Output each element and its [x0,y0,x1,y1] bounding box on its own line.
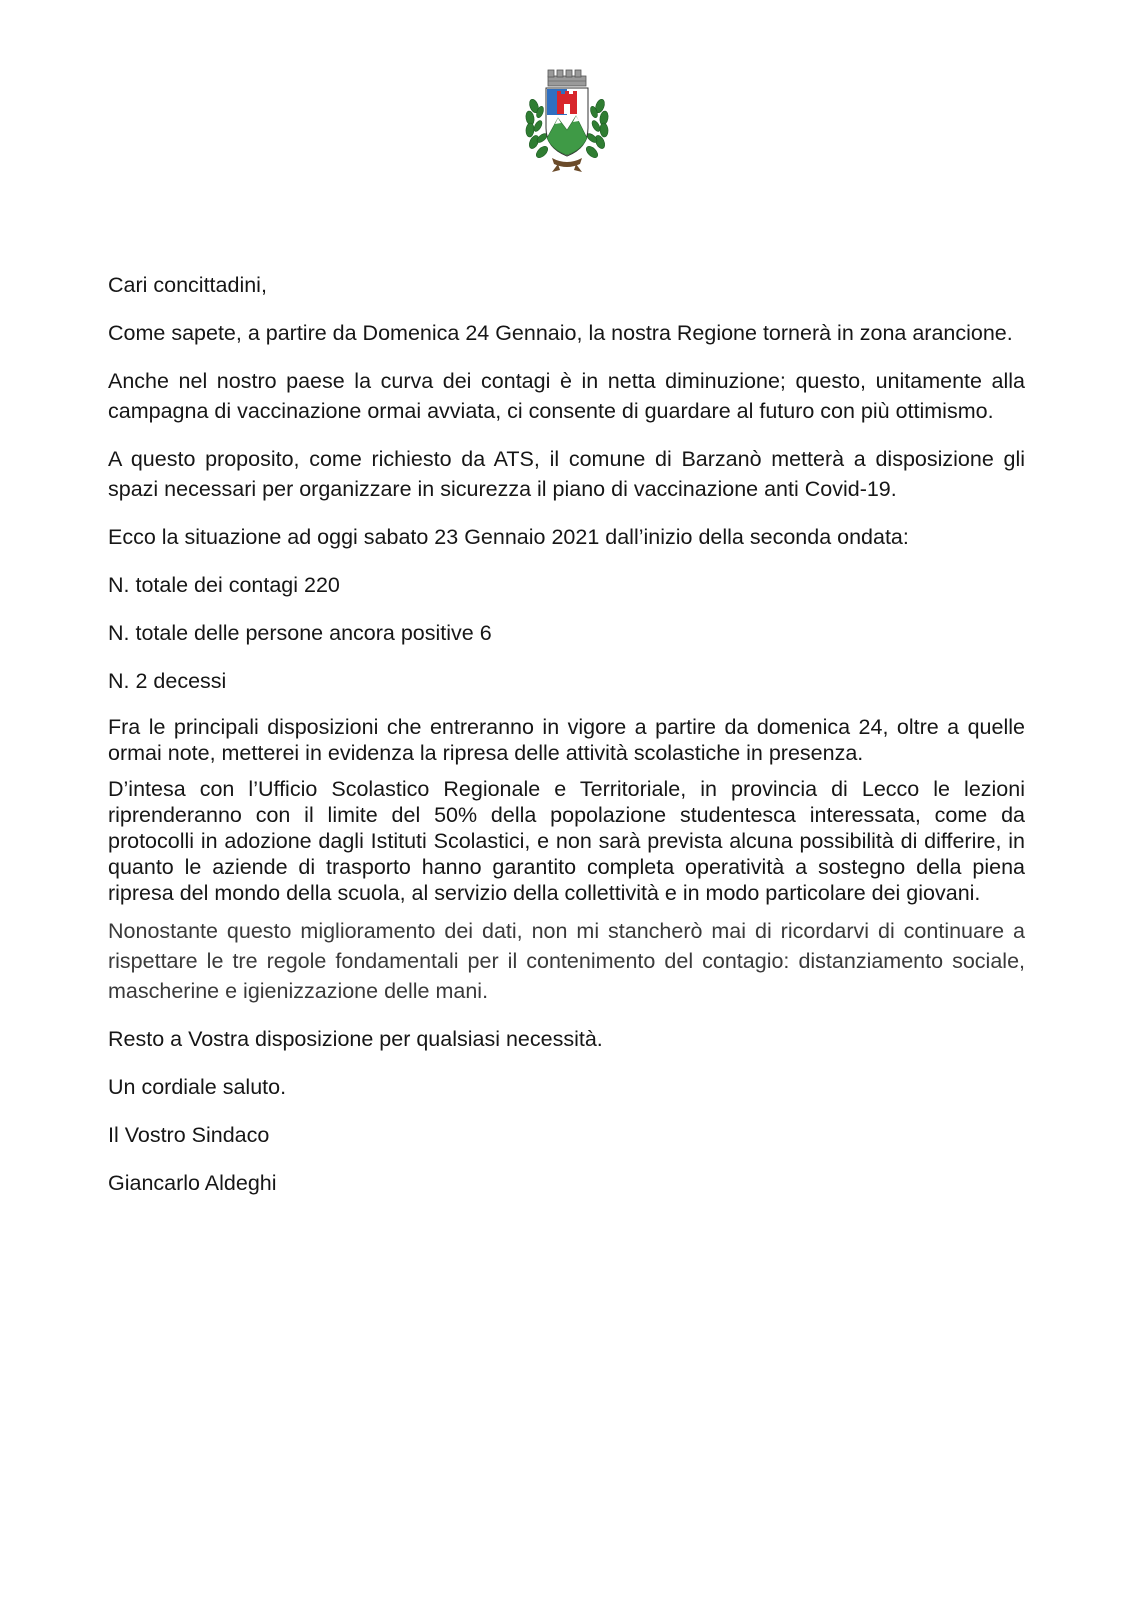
signature-title: Il Vostro Sindaco [108,1123,270,1147]
paragraph-disposizione: Resto a Vostra disposizione per qualsiasi necessità. [108,1027,603,1051]
municipal-crest-icon [522,66,612,176]
paragraph-zona-arancione: Come sapete, a partire da Domenica 24 Gennaio, la nostra Regione tornerà in zona arancione. [108,321,1013,345]
paragraph-disposizioni: Fra le principali disposizioni che entreranno in vigore a partire da domenica 24, oltre a quelle ormai note, metterei in evidenza la ripresa delle attività scolastiche in presenza. [108,715,1025,765]
paragraph-situazione: Ecco la situazione ad oggi sabato 23 Gennaio 2021 dall’inizio della seconda ondata: [108,525,909,549]
letter-body [108,270,1025,1198]
paragraph-scuola: D’intesa con l’Ufficio Scolastico Regionale e Territoriale, in provincia di Lecco le lezioni riprenderanno con il limite del 50% della popolazione studentesca interessata, come da protocolli in adozione dagli Istituti Scolastici, e non sarà prevista alcuna possibilità di differire, in quanto le aziende di trasporto hanno garantito completa operatività a sostegno della piena ripresa del mondo della scuola, al servizio della collettività e in modo particolare dei giovani. [108,777,1025,905]
paragraph-curva-contagi: Anche nel nostro paese la curva dei contagi è in netta diminuzione; questo, unitamente alla campagna di vaccinazione ormai avviata, ci consente di guardare al futuro con più ottimismo. [108,369,1025,423]
paragraph-vaccinazione: A questo proposito, come richiesto da ATS, il comune di Barzanò metterà a disposizione gli spazi necessari per organizzare in sicurezza il piano di vaccinazione anti Covid-19. [108,447,1025,501]
closing: Un cordiale saluto. [108,1075,287,1099]
stat-contagi: N. totale dei contagi 220 [108,573,340,597]
stat-decessi: N. 2 decessi [108,669,227,693]
paragraph-regole: Nonostante questo miglioramento dei dati, non mi stancherò mai di ricordarvi di continuare a rispettare le tre regole fondamentali per il contenimento del contagio: distanziamento sociale, mascherine e igienizzazione delle mani. [108,919,1025,1003]
signature-name: Giancarlo Aldeghi [108,1171,277,1195]
salutation: Cari concittadini, [108,273,267,297]
stat-positivi: N. totale delle persone ancora positive 6 [108,621,492,645]
